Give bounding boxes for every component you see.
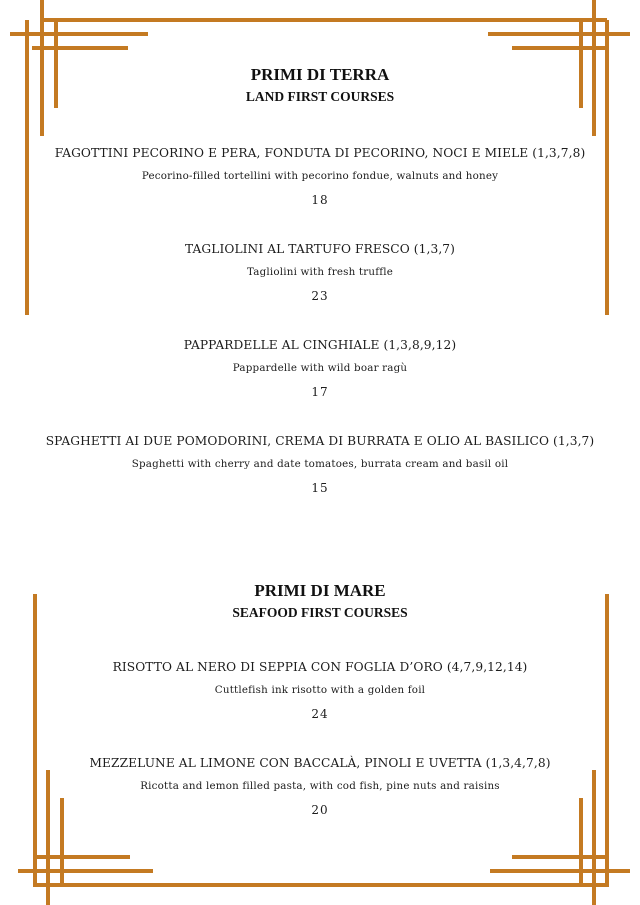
dish-description: Pappardelle with wild boar ragù: [232, 362, 408, 374]
dish-description: Pecorino-filled tortellini with pecorino fondue, walnuts and honey: [141, 170, 499, 182]
dish-description: Ricotta and lemon filled pasta, with cod fish, pine nuts and raisins: [140, 780, 500, 792]
land-section-title: PRIMI DI TERRA: [250, 65, 390, 84]
dish-name: MEZZELUNE AL LIMONE CON BACCALÀ, PINOLI E UVETTA (1,3,4,7,8): [89, 756, 551, 770]
frame-top-right-h2: [512, 46, 608, 50]
frame-bottom-left-h1: [18, 869, 153, 873]
dish-price: 17: [311, 385, 329, 399]
menu-item: [0, 241, 640, 304]
dish-name: RISOTTO AL NERO DI SEPPIA CON FOGLIA D’ORO (4,7,9,12,14): [112, 660, 528, 674]
dish-price: 18: [311, 193, 329, 207]
dish-name: TAGLIOLINI AL TARTUFO FRESCO (1,3,7): [184, 242, 456, 256]
sea-section-header: [0, 581, 640, 622]
menu-item: [0, 145, 640, 208]
dish-price: 20: [311, 803, 329, 817]
dish-price: 23: [311, 289, 329, 303]
frame-top-line: [40, 18, 607, 22]
frame-top-left-h2: [32, 46, 128, 50]
frame-top-left-h1: [10, 32, 148, 36]
sea-section-title: PRIMI DI MARE: [254, 581, 386, 600]
menu-item: [0, 433, 640, 496]
menu-item: [0, 755, 640, 818]
frame-top-right-h1: [488, 32, 630, 36]
frame-bottom-left-v1: [33, 594, 37, 887]
menu-item: [0, 337, 640, 400]
frame-bottom-line: [33, 883, 608, 887]
dish-name: FAGOTTINI PECORINO E PERA, FONDUTA DI PECORINO, NOCI E MIELE (1,3,7,8): [54, 146, 586, 160]
dish-description: Spaghetti with cherry and date tomatoes, burrata cream and basil oil: [131, 458, 509, 470]
menu-item: [0, 659, 640, 722]
land-section-header: [0, 65, 640, 106]
dish-description: Tagliolini with fresh truffle: [246, 266, 394, 278]
land-section-subtitle: LAND FIRST COURSES: [245, 89, 395, 104]
frame-bottom-right-h2: [512, 855, 608, 859]
frame-bottom-right-v1: [605, 594, 609, 887]
dish-name: SPAGHETTI AI DUE POMODORINI, CREMA DI BURRATA E OLIO AL BASILICO (1,3,7): [45, 434, 595, 448]
frame-bottom-left-h2: [33, 855, 130, 859]
dish-description: Cuttlefish ink risotto with a golden foil: [214, 684, 426, 696]
dish-name: PAPPARDELLE AL CINGHIALE (1,3,8,9,12): [183, 338, 457, 352]
frame-bottom-right-h1: [490, 869, 630, 873]
dish-price: 24: [311, 707, 329, 721]
dish-price: 15: [311, 481, 329, 495]
sea-section-subtitle: SEAFOOD FIRST COURSES: [232, 605, 408, 620]
